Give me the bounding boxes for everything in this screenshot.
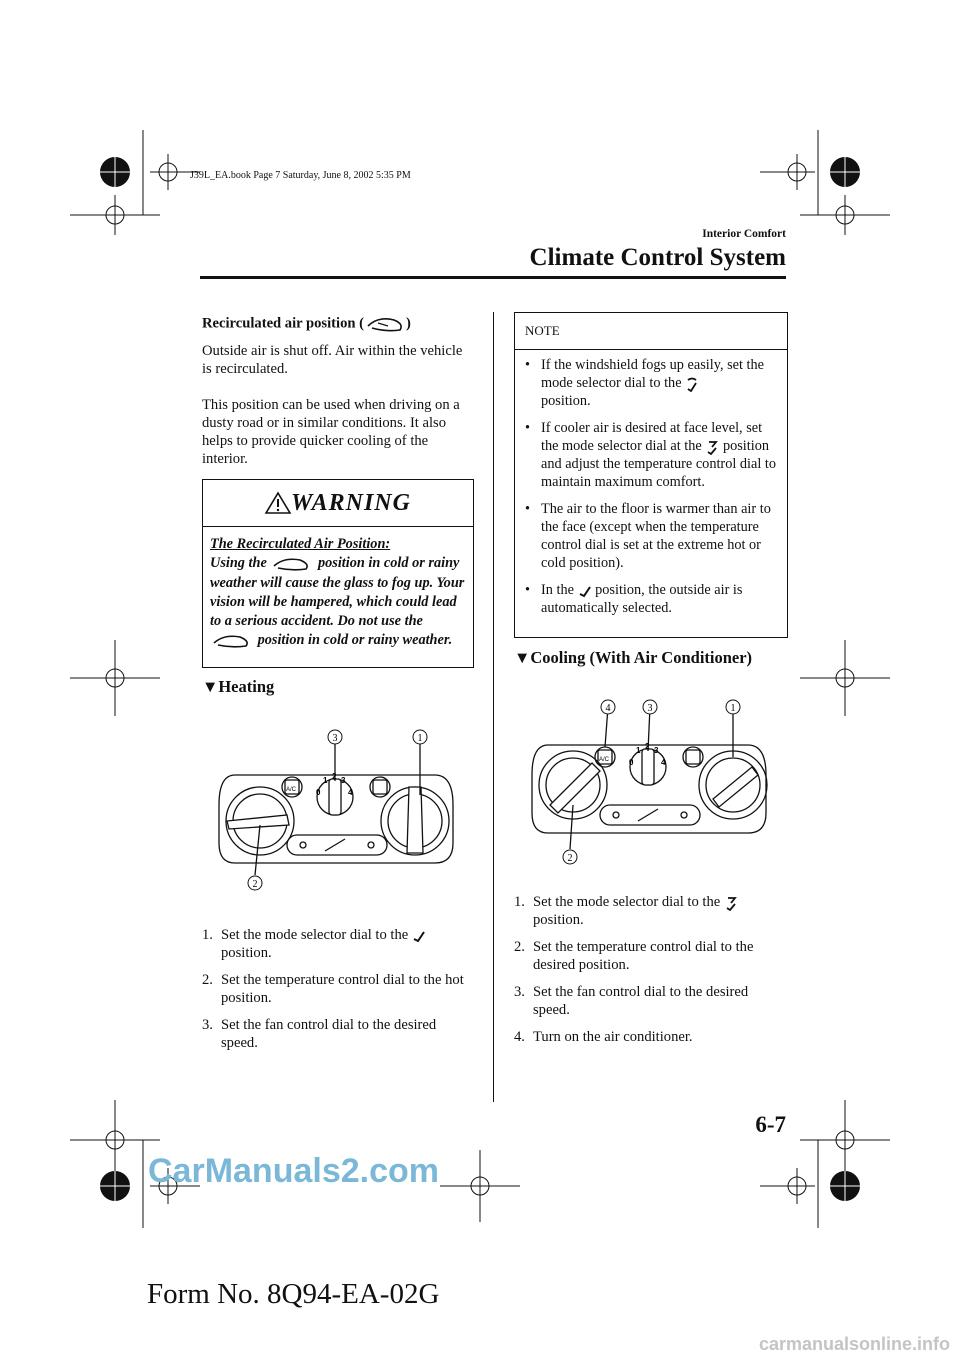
callout-3: 3: [647, 703, 653, 714]
note-title: NOTE: [515, 313, 787, 350]
callout-2: 2: [252, 879, 258, 890]
heating-step-3: 3. Set the fan control dial to the desired speed.: [202, 1017, 437, 1051]
watermark-site[interactable]: carmanualsonline.info: [758, 1334, 950, 1354]
note-list: [515, 350, 787, 617]
callout-2: 2: [567, 853, 573, 864]
fan-speed-3: 3: [341, 776, 346, 785]
callout-4: 4: [605, 703, 611, 714]
fan-speed-4: 4: [348, 788, 353, 797]
fan-speed-1: 1: [636, 746, 641, 755]
warning-title: WARNING: [291, 489, 411, 516]
ac-label: A/C: [286, 787, 297, 793]
fan-speed-3: 3: [654, 746, 659, 755]
note-box: [514, 312, 788, 638]
cooling-step-1: 1. Set the mode selector dial to the position.: [514, 893, 786, 929]
floor-mode-icon: [578, 584, 592, 598]
fan-speed-2: 2: [332, 772, 337, 781]
warning-body: The Recirculated Air Position: Using the position in cold or rainy weather will cause the glass to fog up. Your vision will be hampered, which could lead to a serious accident. Do not use the position in cold or rainy weather.: [210, 536, 465, 649]
recirc-usage: This position can be used when driving on a dusty road or in similar conditions. It also helps to provide quicker cooling of the interior.: [202, 397, 460, 467]
form-number: Form No. 8Q94-EA-02G: [147, 1278, 440, 1310]
cooling-step-3: 3. Set the fan control dial to the desired speed.: [514, 984, 749, 1018]
page-number: 6-7: [755, 1112, 786, 1137]
defrost-floor-icon: [685, 376, 699, 392]
ac-label: A/C: [599, 757, 610, 763]
recirc-description: Outside air is shut off. Air within the vehicle is recirculated.: [202, 343, 463, 377]
column-divider: [493, 312, 494, 1102]
fan-speed-2: 2: [645, 742, 650, 751]
bilevel-mode-icon: [705, 439, 719, 455]
warning-triangle-icon: [265, 491, 291, 515]
note-item: • The air to the floor is warmer than air to the face (except when the temperature control dial is set at the extreme hot or cold position).: [525, 501, 771, 571]
page-title: Climate Control System: [529, 244, 786, 271]
heating-control-diagram: [215, 725, 460, 900]
fan-speed-4: 4: [661, 758, 666, 767]
heating-step-2: 2. Set the temperature control dial to the hot position.: [202, 972, 464, 1006]
note-item: • In the position, the outside air is automatically selected.: [525, 582, 743, 616]
warning-subtitle: The Recirculated Air Position:: [210, 536, 391, 552]
book-info-line: J39L_EA.book Page 7 Saturday, June 8, 2002 5:35 PM: [190, 170, 411, 181]
section-label: Interior Comfort: [702, 228, 786, 240]
warning-header: [203, 480, 473, 527]
fan-speed-0: 0: [316, 788, 321, 797]
bilevel-mode-icon: [724, 895, 738, 911]
note-item: • If the windshield fogs up easily, set the mode selector dial to the position.: [525, 357, 765, 409]
fan-speed-1: 1: [323, 776, 328, 785]
callout-1: 1: [417, 733, 423, 744]
cooling-title: ▼Cooling (With Air Conditioner): [514, 648, 753, 667]
recirc-air-icon: [270, 555, 314, 573]
heating-step-1: 1. Set the mode selector dial to the position.: [202, 926, 474, 962]
cooling-step-2: 2. Set the temperature control dial to the desired position.: [514, 939, 754, 973]
header-rule: [200, 276, 786, 279]
callout-3: 3: [332, 733, 338, 744]
fan-speed-0: 0: [629, 758, 634, 767]
recirc-heading: Recirculated air position ( ): [202, 314, 411, 334]
cooling-step-4: 4. Turn on the air conditioner.: [514, 1029, 693, 1045]
heating-steps: [202, 926, 474, 1061]
cooling-steps: [514, 893, 786, 1055]
watermark-logo[interactable]: CarManuals2.com: [148, 1152, 439, 1190]
recirc-air-icon: [364, 314, 406, 334]
callout-1: 1: [730, 703, 736, 714]
note-item: • If cooler air is desired at face level, set the mode selector dial at the position and adjust the temperature control dial to maintain maximum comfort.: [525, 420, 777, 490]
floor-mode-icon: [412, 929, 426, 943]
recirc-air-icon: [210, 632, 254, 650]
warning-box: [202, 479, 474, 668]
heating-title: ▼Heating: [202, 677, 275, 696]
cooling-control-diagram: [528, 695, 778, 870]
